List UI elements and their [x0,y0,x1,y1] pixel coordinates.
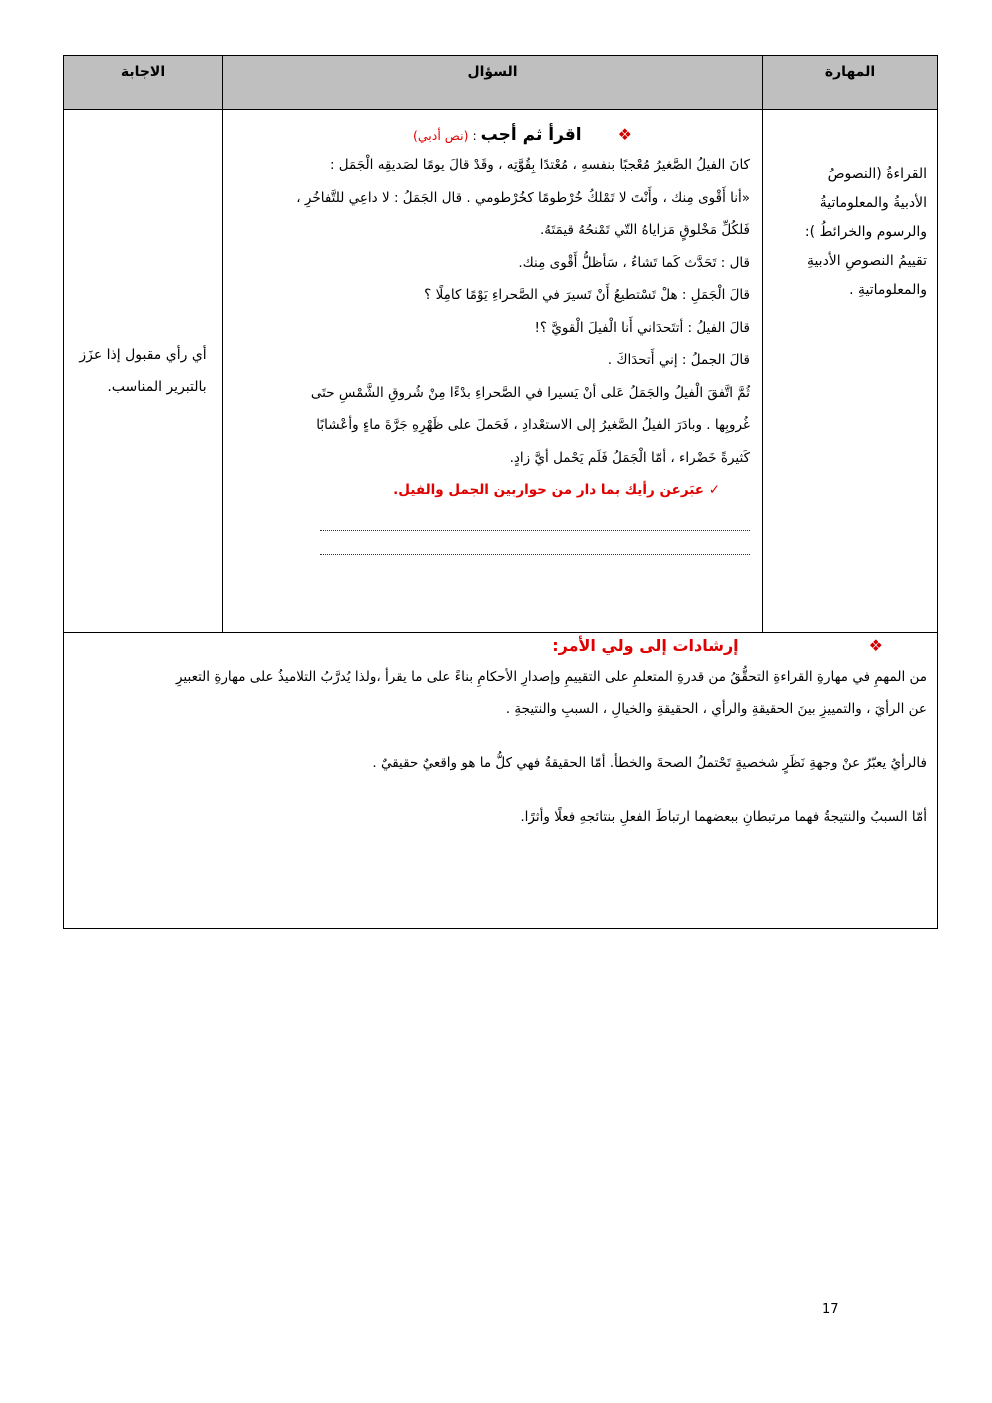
skill-line: والرسوم والخرائطُ ): [804,224,927,240]
checkmark-icon: ✓ [708,482,720,498]
story-line: غُروبِها . وبادَرَ الفيلُ الصَّغيرُ إلى الاستعْدادِ ، فَحَملَ على ظَهْرِهِ جَرَّةَ ماءٍ وأعْشابًا [316,417,750,433]
guidance-title-text: إرشادات إلى ولي الأمر: [552,636,739,655]
answer-line: بالتبرير المناسب. [107,379,207,395]
header-answer: الاجابة [64,56,223,109]
table-row [64,110,937,632]
guidance-paragraph: من المهمِ في مهارةِ القراءةِ التحقُّقُ من قدرةِ المتعلمِ على التقييمِ وإصدارِ الأحكامِ بناءً على ما يقرأ ،ولذا يُدرَّبُ التلاميذُ على مهارةِ التعبيرِ [175,669,927,685]
answer-line: أي رأي مقبول إذا عزَز [79,347,207,363]
colon: : [468,128,481,143]
skill-line: الأدبيةُ والمعلوماتيةُ [819,195,927,211]
title-text: اقرأ ثم أجب [480,125,582,145]
skill-table [63,55,938,633]
story-line: كانَ الفيلُ الصَّغيرُ مُعْجبًا بنفسهِ ، مُعْتدًا بِقُوَّتِه ، وقَدْ قالَ يومًا لصَديقِه الْجَمَل : [329,157,750,173]
answer-line-dotted[interactable] [320,553,750,555]
story-line: قالَ الجملُ : إني أَتحدَاكَ . [607,352,750,368]
skill-line: والمعلوماتيةِ . [849,282,927,298]
story-line: «أنا أَقْوى مِنك ، وأَنْتَ لا تَمْلكُ خُرْطومًا كخُرْطومي . قال الجَمَلُ : لا داعِي للتَّفاخُرِ ، [296,189,750,206]
task-prompt [235,474,750,507]
skill-line: تقييمُ النصوصِ الأدبيةِ [806,253,927,269]
guidance-paragraph: أمّا السببُ والنتيجةُ فهما مرتبطانِ ببعضهما ارتباطَ الفعلِ بنتائجهِ فعلًا وأثرًا. [520,809,927,825]
skill-cell [763,110,937,632]
answer-line-dotted[interactable] [320,529,750,531]
guidance-paragraph: عن الرأيَ ، والتمييزِ بينَ الحقيقةِ والرأي ، الحقيقةِ والخيالِ ، السببِ والنتيجةِ . [505,701,927,717]
page-number: 17 [822,1302,839,1317]
answer-cell [64,110,223,632]
story-line: كَثيرةً خَضْراء ، أمّا الْجَمَلُ فَلَم يَحْمل أيَّ زادٍ. [509,449,750,466]
task-text: عبَرعن رأيك بما دار من حواربين الجمل والفيل. [393,482,704,498]
header-question: السؤال [223,56,763,109]
star-bullet-icon: ❖ [868,636,883,655]
header-skill: المهارة [824,64,876,80]
story-line: قال : تَحَدَّث كَما تَشاءُ ، سَأظلُّ أَقْوى مِنك. [518,254,750,271]
guidance-title [74,636,927,655]
question-cell [223,110,763,632]
story-line: قالَ الْجَمَلِ : هلْ تَسْتطيعُ أَنْ تَسيرَ في الصَّحراءِ يَوْمًا كامِلًا ؟ [424,287,750,303]
table-header [64,56,937,110]
star-bullet-icon: ❖ [617,125,632,144]
story-line: قالَ الفيلُ : أتتَحدَاني أَنا الْفيلَ الْقويَّ ؟! [534,319,750,336]
story-line: ثُمَّ اتَّفقَ الْفيلُ والجَمَلُ عَلى أنْ يَسيرا في الصَّحراءِ بدْءًا مِنْ شُروقِ الشَّمْسِ حتَى [310,384,750,401]
skill-line: القراءةُ (النصوصُ [827,166,927,182]
guidance-paragraph: فالرأيُ يعبّرُ عنْ وجهةِ نَظَرٍ شخصيةٍ تَحْتملُ الصحةَ والخطأ. أمّا الحقيقةُ فهي كلُّ ما هو واقعيٌ حقيقيٌ . [372,755,927,771]
story-line: فَلكُلِّ مَخْلوقٍ مَزاياهُ التّي تَمْنحُهُ قيمَتَهُ. [539,222,750,238]
genre-label: (نص أدبي) [413,128,469,143]
question-title [235,122,750,149]
parent-guidance-box [63,630,938,929]
